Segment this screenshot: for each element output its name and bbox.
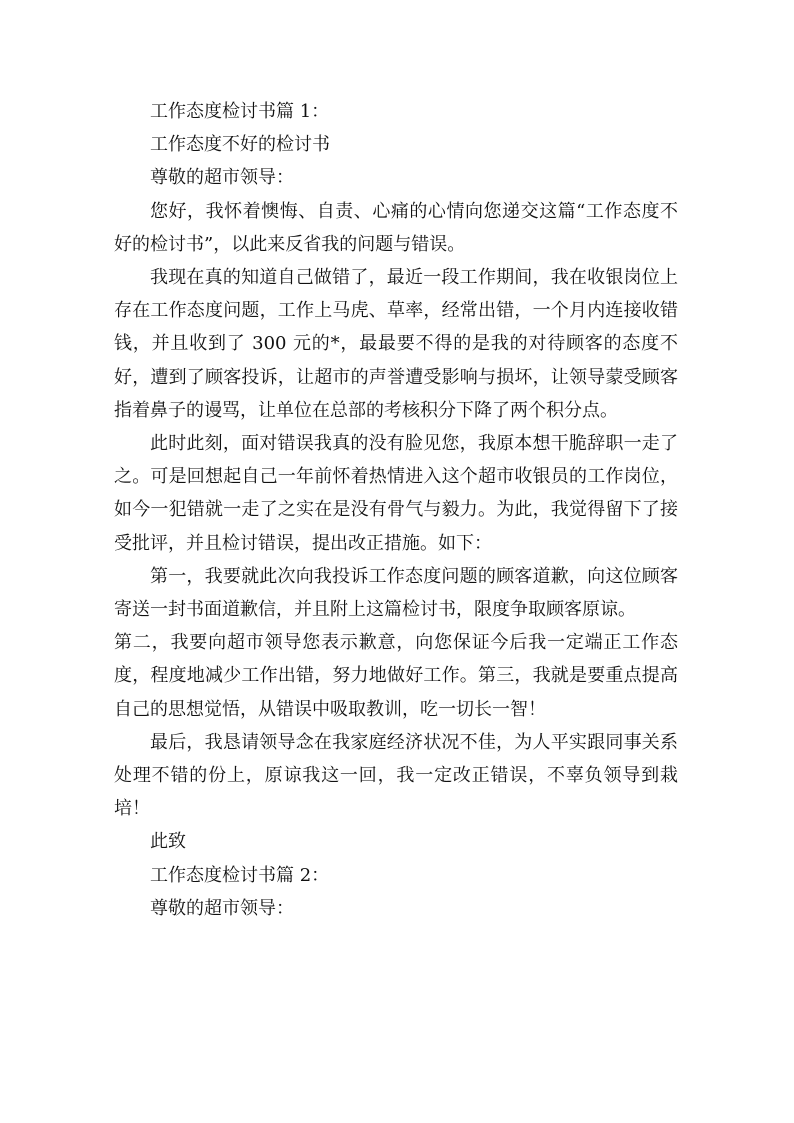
section-heading-1: 工作态度检讨书篇 1： <box>150 101 330 122</box>
letter-title: 工作态度不好的检讨书 <box>150 134 330 156</box>
section-heading-2: 工作态度检讨书篇 2： <box>150 864 330 886</box>
body-paragraph-second-third-measure: 第二，我要向超市领导您表示歉意，向您保证今后我一定端正工作态度，程度地减少工作出错，努力地做好工作。第三，我就是要重点提高自己的思想觉悟，从错误中吸取教训，吃一切长一智！ <box>114 632 678 720</box>
body-paragraph-first-measure: 第一，我要就此次向我投诉工作态度问题的顾客道歉，向这位顾客寄送一封书面道歉信，并且附上这篇检讨书，限度争取顾客原谅。 <box>114 565 678 621</box>
document-body <box>114 95 678 925</box>
body-paragraph-admission: 我现在真的知道自己做错了，最近一段工作期间，我在收银岗位上存在工作态度问题，工作上马虎、草率，经常出错，一个月内连接收错钱，并且收到了 300 元的*，最最要不得的是我的对待顾客的态度不好，遭到了顾客投诉，让超市的声誉遭受影响与损坏，让领导蒙受顾客指着鼻子的谩骂，让单位在总部的考核积分下降了两个积分点。 <box>114 267 678 421</box>
salutation-1: 尊敬的超市领导： <box>150 167 294 189</box>
salutation-2: 尊敬的超市领导： <box>150 897 294 919</box>
closing-phrase: 此致 <box>150 831 186 853</box>
body-paragraph-greeting: 您好，我怀着懊悔、自责、心痛的心情向您递交这篇“工作态度不好的检讨书”，以此来反省我的问题与错误。 <box>114 200 678 255</box>
body-paragraph-closing-request: 最后，我恳请领导念在我家庭经济状况不佳，为人平实跟同事关系处理不错的份上，原谅我这一回，我一定改正错误，不辜负领导到栽培！ <box>114 731 678 820</box>
body-paragraph-reflection: 此时此刻，面对错误我真的没有脸见您，我原本想干脆辞职一走了之。可是回想起自己一年前怀着热情进入这个超市收银员的工作岗位，如今一犯错就一走了之实在是没有骨气与毅力。为此，我觉得留下了接受批评，并且检讨错误，提出改正措施。如下： <box>114 433 678 554</box>
